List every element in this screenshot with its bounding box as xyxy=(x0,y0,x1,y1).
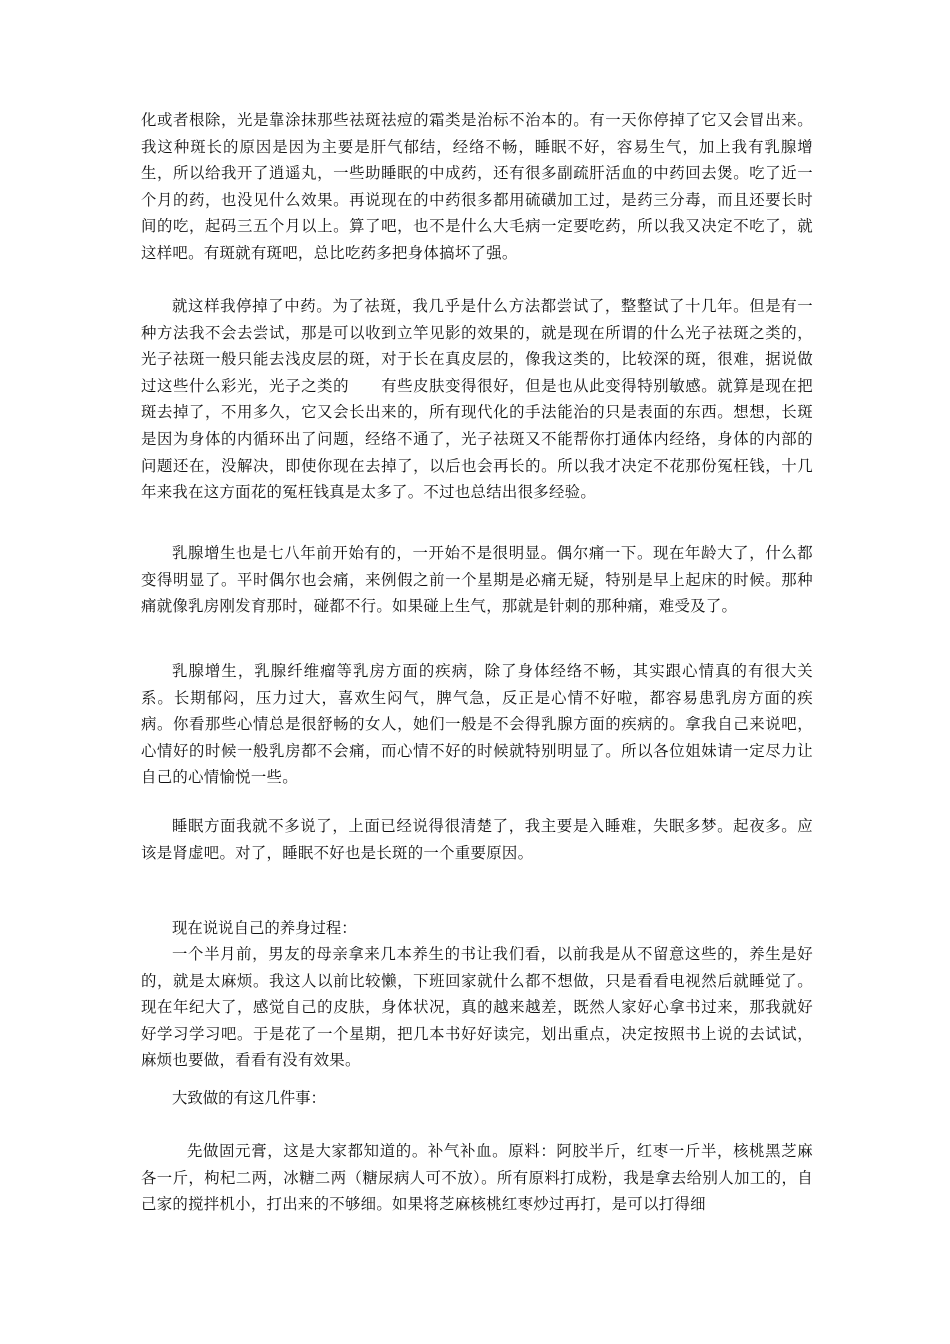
paragraph-1: 化或者根除，光是靠涂抹那些祛斑祛痘的霜类是治标不治本的。有一天你停掉了它又会冒出来。我这种斑长的原因是因为主要是肝气郁结，经络不畅，睡眠不好，容易生气，加上我有乳腺增生，所以给我开了逍遥丸，一些助睡眠的中成药，还有很多副疏肝活血的中药回去煲。吃了近一个月的药，也没见什么效果。再说现在的中药很多都用硫磺加工过，是药三分毒，而且还要长时间的吃，起码三五个月以上。算了吧，也不是什么大毛病一定要吃药，所以我又决定不吃了，就这样吧。有斑就有斑吧，总比吃药多把身体搞坏了强。 xyxy=(141,111,813,262)
paragraph-2: 就这样我停掉了中药。为了祛斑，我几乎是什么方法都尝试了，整整试了十几年。但是有一种方法我不会去尝试，那是可以收到立竿见影的效果的，就是现在所谓的什么光子祛斑之类的，光子祛斑一般只能去浅皮层的斑，对于长在真皮层的，像我这类的，比较深的斑，很难，据说做过这些什么彩光，光子之类的 有些皮肤变得很好，但是也从此变得特别敏感。就算是现在把斑去掉了，不用多久，它又会长出来的，所有现代化的手法能治的只是表面的东西。想想，长斑是因为身体的内循环出了问题，经络不通了，光子祛斑又不能帮你打通体内经络，身体的内部的问题还在，没解决，即使你现在去掉了，以后也会再长的。所以我才决定不花那份冤枉钱，十几年来我在这方面花的冤枉钱真是太多了。不过也总结出很多经验。 xyxy=(141,297,813,502)
paragraph-4: 乳腺增生，乳腺纤维瘤等乳房方面的疾病，除了身体经络不畅，其实跟心情真的有很大关系。长期郁闷，压力过大，喜欢生闷气，脾气急，反正是心情不好啦，都容易患乳房方面的疾病。你看那些心情总是很舒畅的女人，她们一般是不会得乳腺方面的疾病的。拿我自己来说吧，心情好的时候一般乳房都不会痛，而心情不好的时候就特别明显了。所以各位姐妹请一定尽力让自己的心情愉悦一些。 xyxy=(141,662,813,787)
section-heading: 现在说说自己的养身过程： xyxy=(172,919,357,937)
paragraph-5: 睡眠方面我就不多说了，上面已经说得很清楚了，我主要是入睡难，失眠多梦。起夜多。应该是肾虚吧。对了，睡眠不好也是长斑的一个重要原因。 xyxy=(141,817,813,862)
paragraph-6: 一个半月前，男友的母亲拿来几本养生的书让我们看，以前我是从不留意这些的，养生是好的，就是太麻烦。我这人以前比较懒，下班回家就什么都不想做，只是看看电视然后就睡觉了。现在年纪大了，感觉自己的皮肤，身体状况，真的越来越差，既然人家好心拿书过来，那我就好好学习学习吧。于是花了一个星期，把几本书好好读完，划出重点，决定按照书上说的去试试，麻烦也要做，看看有没有效果。 xyxy=(141,945,813,1070)
paragraph-7: 先做固元膏，这是大家都知道的。补气补血。原料：阿胶半斤，红枣一斤半，核桃黑芝麻各一斤，枸杞二两，冰糖二两（糖尿病人可不放）。所有原料打成粉，我是拿去给别人加工的，自己家的搅拌机小，打出来的不够细。如果将芝麻核桃红枣炒过再打，是可以打得细 xyxy=(141,1142,813,1214)
paragraph-3: 乳腺增生也是七八年前开始有的，一开始不是很明显。偶尔痛一下。现在年龄大了，什么都变得明显了。平时偶尔也会痛，来例假之前一个星期是必痛无疑，特别是早上起床的时候。那种痛就像乳房刚发育那时，碰都不行。如果碰上生气，那就是针刺的那种痛，难受及了。 xyxy=(141,544,813,616)
list-intro: 大致做的有这几件事： xyxy=(172,1089,326,1107)
